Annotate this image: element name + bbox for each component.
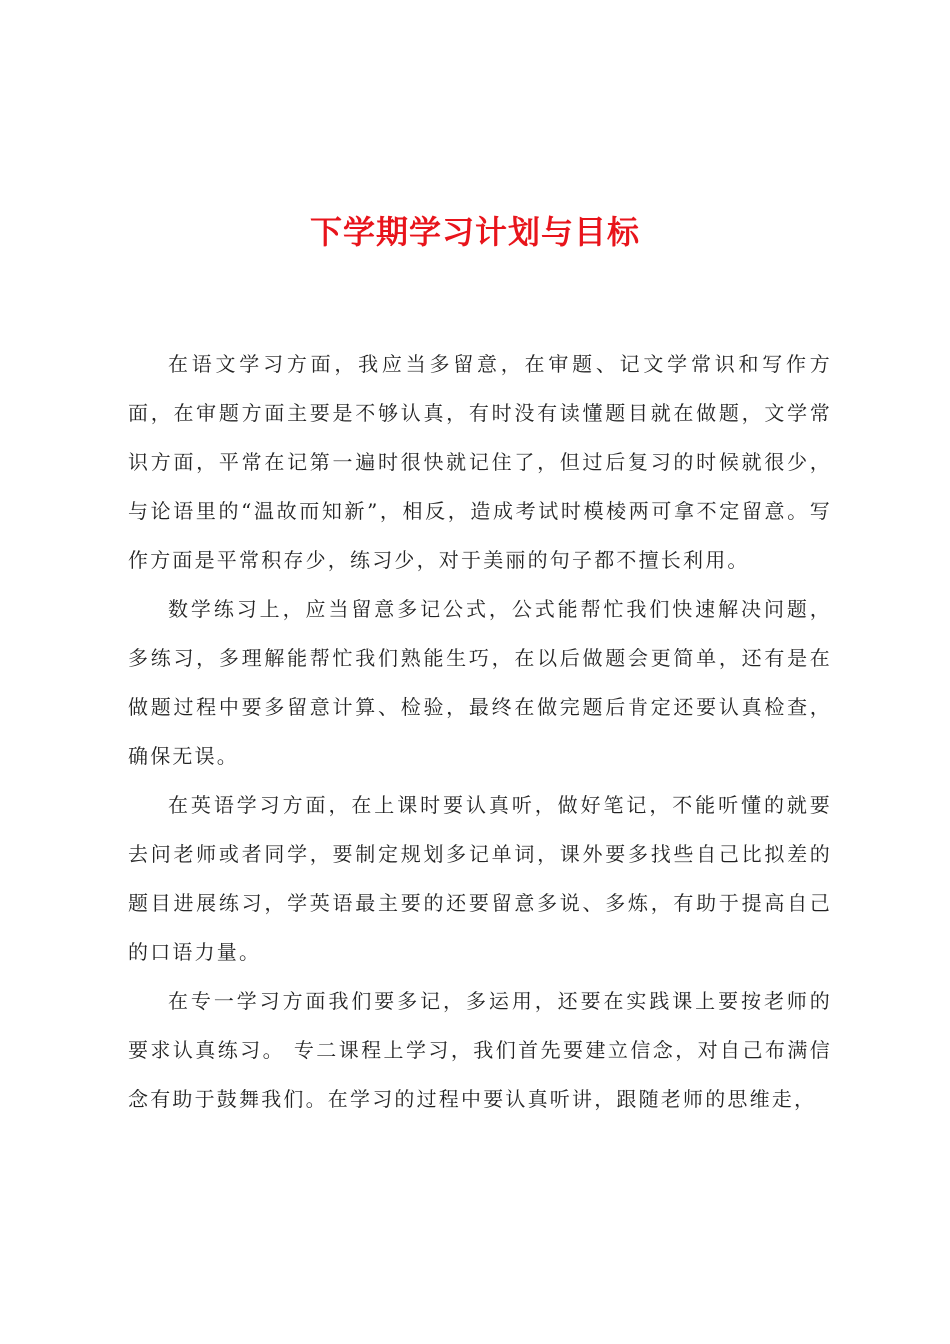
document-title: 下学期学习计划与目标	[309, 213, 640, 251]
paragraph-major: 在专一学习方面我们要多记，多运用，还要在实践课上要按老师的要求认真练习。 专二课程上学习，我们首先要建立信念，对自己布满信念有助于鼓舞我们。在学习的过程中要认真听讲，跟随老师的思维走，	[128, 989, 832, 1111]
paragraph-chinese: 在语文学习方面，我应当多留意，在审题、记文学常识和写作方面，在审题方面主要是不够认真，有时没有读懂题目就在做题，文学常识方面，平常在记第一遍时很快就记住了，但过后复习的时候就很少，与论语里的“温故而知新”，相反，造成考试时模棱两可拿不定留意。写作方面是平常积存少，练习少，对于美丽的句子都不擅长利用。	[128, 352, 832, 572]
document-body	[128, 340, 832, 1124]
paragraph-english: 在英语学习方面，在上课时要认真听，做好笔记，不能听懂的就要去问老师或者同学，要制定规划多记单词，课外要多找些自己比拟差的题目进展练习，学英语最主要的还要留意多说、多炼，有助于提高自己的口语力量。	[128, 793, 832, 964]
paragraph-math: 数学练习上，应当留意多记公式，公式能帮忙我们快速解决问题，多练习，多理解能帮忙我们熟能生巧，在以后做题会更简单，还有是在做题过程中要多留意计算、检验，最终在做完题后肯定还要认真检查，确保无误。	[128, 597, 832, 768]
